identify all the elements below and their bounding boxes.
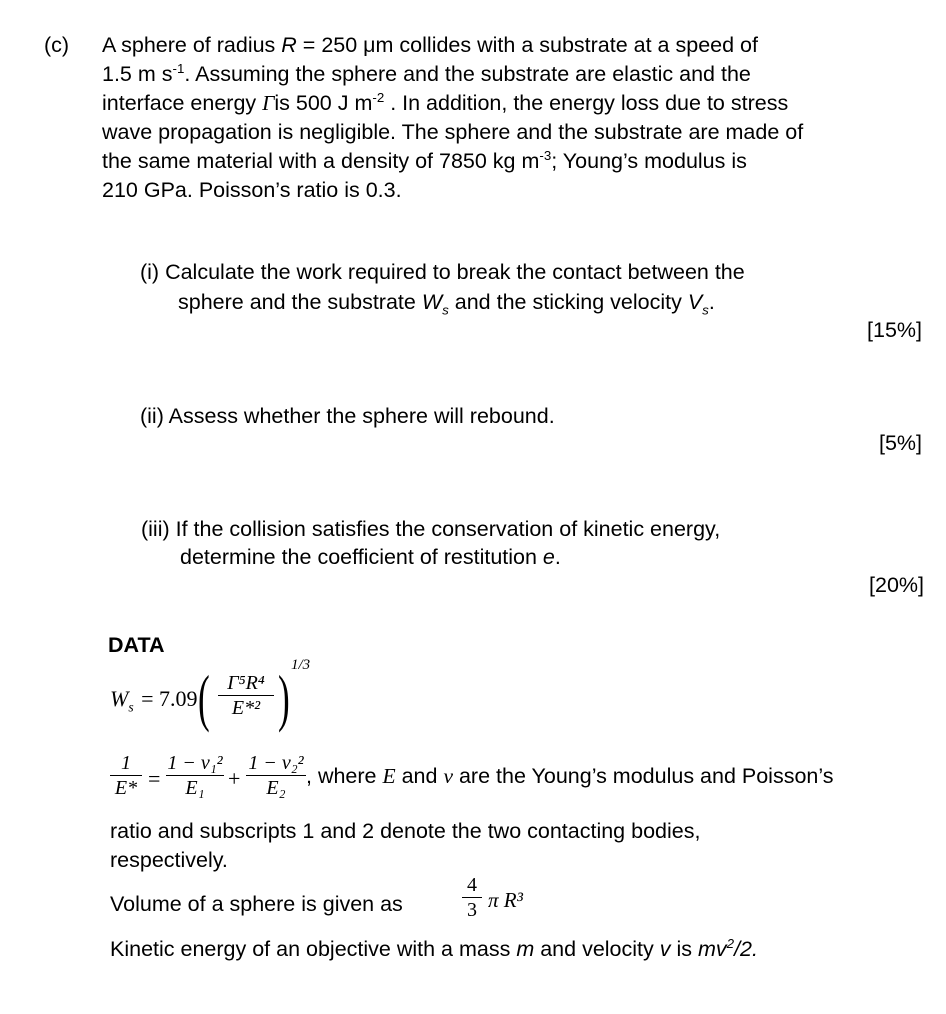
- ws-lhs: [110, 684, 198, 713]
- exponent: -3: [539, 147, 552, 163]
- subscript: s: [442, 302, 449, 318]
- part-text: .: [554, 545, 561, 569]
- problem-line-3: [102, 89, 788, 118]
- part-iii-line-2: [180, 543, 561, 572]
- equals-sign: =: [148, 766, 161, 791]
- problem-text: is 500 J m: [274, 91, 373, 115]
- problem-line-2: [102, 60, 751, 89]
- problem-line-1: [102, 31, 758, 60]
- exponent: 2: [726, 935, 735, 951]
- problem-text: = 250 μm collides with a substrate at a speed of: [296, 33, 758, 57]
- problem-text: 1.5 m s: [102, 62, 173, 86]
- ke-formula: mv: [697, 937, 727, 961]
- ws-numerator: Γ⁵R⁴: [227, 672, 265, 694]
- right-paren: ): [278, 662, 290, 733]
- gamma-symbol: Γ: [262, 91, 275, 115]
- problem-text: the same material with a density of 7850 kg m: [102, 149, 540, 173]
- part-iii-line-1: (iii) If the collision satisfies the conservation of kinetic energy,: [141, 517, 721, 541]
- ws-coefficient: = 7.09: [141, 686, 198, 711]
- data-heading: DATA: [108, 633, 165, 657]
- fraction-denominator: 3: [467, 899, 477, 921]
- modulus-description: [306, 762, 834, 791]
- ke-text: and velocity: [534, 937, 660, 961]
- problem-text: interface energy: [102, 91, 263, 115]
- ws-exponent: 1/3: [291, 657, 311, 673]
- ws-fraction: [218, 672, 274, 719]
- fraction-numerator: 4: [467, 874, 477, 896]
- volume-expression: π R³: [488, 888, 523, 912]
- part-i-marks: [15%]: [867, 318, 922, 342]
- problem-line-6: 210 GPa. Poisson’s ratio is 0.3.: [102, 178, 402, 202]
- velocity-symbol: V: [687, 290, 703, 314]
- nu-symbol: ν: [443, 764, 453, 788]
- fraction-denominator: E₁: [185, 777, 205, 799]
- description-text: , where: [306, 764, 383, 788]
- fraction-bar: [246, 775, 306, 776]
- modulus-description-line-3: respectively.: [110, 848, 228, 872]
- velocity-symbol: v: [659, 937, 671, 961]
- problem-label: (c): [44, 33, 70, 57]
- problem-text: . In addition, the energy loss due to stress: [384, 91, 789, 115]
- fraction-numerator: 1: [121, 752, 131, 774]
- fraction-bar: [462, 897, 482, 898]
- problem-text: A sphere of radius: [102, 33, 282, 57]
- problem-text: . Assuming the sphere and the substrate are elastic and the: [184, 62, 751, 86]
- fraction-bar: [110, 775, 142, 776]
- part-i-line-1: (i) Calculate the work required to break the contact between the: [140, 260, 745, 284]
- problem-line-4: wave propagation is negligible. The sphere and the substrate are made of: [102, 120, 804, 144]
- mass-symbol: m: [516, 937, 535, 961]
- subscript: s: [128, 699, 134, 715]
- fraction-numerator: 1 − ν₁²: [167, 752, 223, 774]
- fraction-bar: [166, 775, 224, 776]
- fraction-bar: [218, 695, 274, 696]
- fraction-numerator: 1 − ν₂²: [248, 752, 304, 774]
- e-star-fraction: [110, 752, 142, 799]
- exponent: -1: [172, 60, 185, 76]
- radius-symbol: R: [281, 33, 297, 57]
- fraction-denominator: E*: [114, 777, 138, 799]
- restitution-symbol: e: [542, 545, 555, 569]
- ws-symbol: W: [110, 686, 129, 711]
- part-iii-marks: [20%]: [869, 573, 924, 597]
- part-ii-line-1: (ii) Assess whether the sphere will rebound.: [140, 404, 555, 428]
- e-symbol: E: [382, 764, 396, 788]
- body2-fraction: [246, 752, 306, 799]
- modulus-description-line-2: ratio and subscripts 1 and 2 denote the two contacting bodies,: [110, 819, 701, 843]
- exponent: -2: [372, 89, 385, 105]
- part-ii-marks: [5%]: [878, 431, 922, 455]
- problem-line-5: [102, 147, 747, 176]
- description-text: and: [395, 764, 444, 788]
- part-text: and the sticking velocity: [448, 290, 688, 314]
- fraction-denominator: E₂: [266, 777, 286, 799]
- body1-fraction: [166, 752, 224, 799]
- part-text: .: [708, 290, 715, 314]
- volume-fraction: [462, 874, 482, 921]
- volume-text: Volume of a sphere is given as: [110, 892, 403, 916]
- description-text: are the Young’s modulus and Poisson’s: [453, 764, 834, 788]
- ke-formula: /2.: [734, 937, 758, 961]
- ke-text: Kinetic energy of an objective with a mass: [110, 937, 517, 961]
- part-text: determine the coefficient of restitution: [180, 545, 543, 569]
- work-symbol: W: [421, 290, 443, 314]
- part-i-line-2: [178, 288, 715, 317]
- kinetic-energy-line: [110, 935, 758, 964]
- subscript: s: [702, 302, 709, 318]
- plus-sign: +: [228, 766, 241, 791]
- part-text: sphere and the substrate: [178, 290, 422, 314]
- ws-denominator: E*²: [231, 697, 261, 719]
- ke-text: is: [670, 937, 698, 961]
- problem-text: ; Young’s modulus is: [551, 149, 747, 173]
- left-paren: (: [198, 662, 210, 733]
